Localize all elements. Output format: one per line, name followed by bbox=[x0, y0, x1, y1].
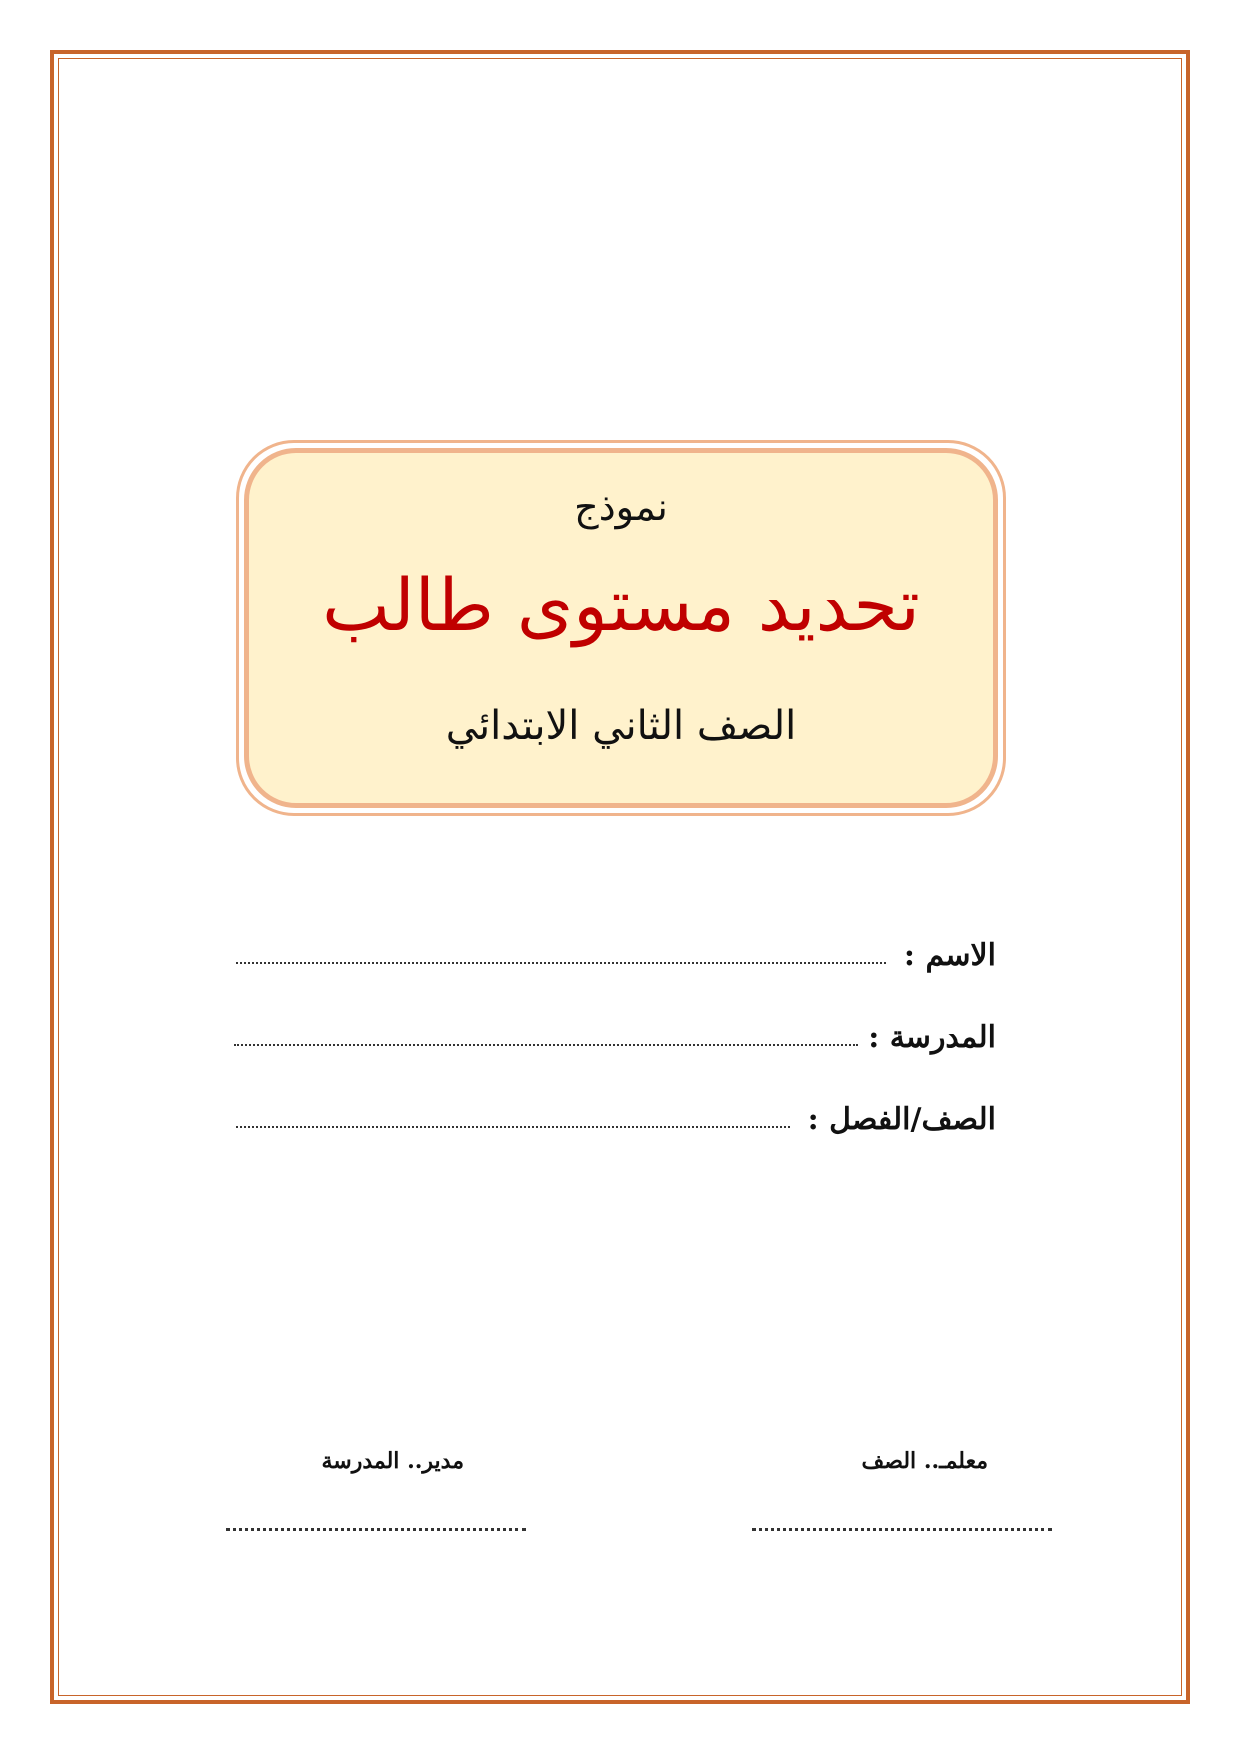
grade-level: الصف الثاني الابتدائي bbox=[445, 703, 797, 749]
title-box bbox=[244, 448, 998, 808]
form-subtitle: نموذج bbox=[574, 485, 668, 529]
class-input-line[interactable] bbox=[236, 1126, 790, 1128]
page-border-inner bbox=[58, 58, 1182, 1696]
teacher-signature-label: معلمـ.. الصف bbox=[861, 1448, 988, 1474]
class-field bbox=[808, 1094, 996, 1144]
school-input-line[interactable] bbox=[234, 1044, 858, 1046]
principal-signature-label: مدير.. المدرسة bbox=[321, 1448, 464, 1474]
principal-signature-line[interactable] bbox=[226, 1528, 526, 1531]
teacher-signature-line[interactable] bbox=[752, 1528, 1052, 1531]
school-label: المدرسة : bbox=[868, 1019, 996, 1055]
name-field bbox=[904, 930, 996, 980]
form-title: تحديد مستوى طالب bbox=[322, 563, 920, 647]
class-label: الصف/الفصل : bbox=[807, 1101, 996, 1137]
name-label: الاسم : bbox=[903, 937, 996, 973]
name-input-line[interactable] bbox=[236, 962, 886, 964]
school-field bbox=[868, 1012, 996, 1062]
